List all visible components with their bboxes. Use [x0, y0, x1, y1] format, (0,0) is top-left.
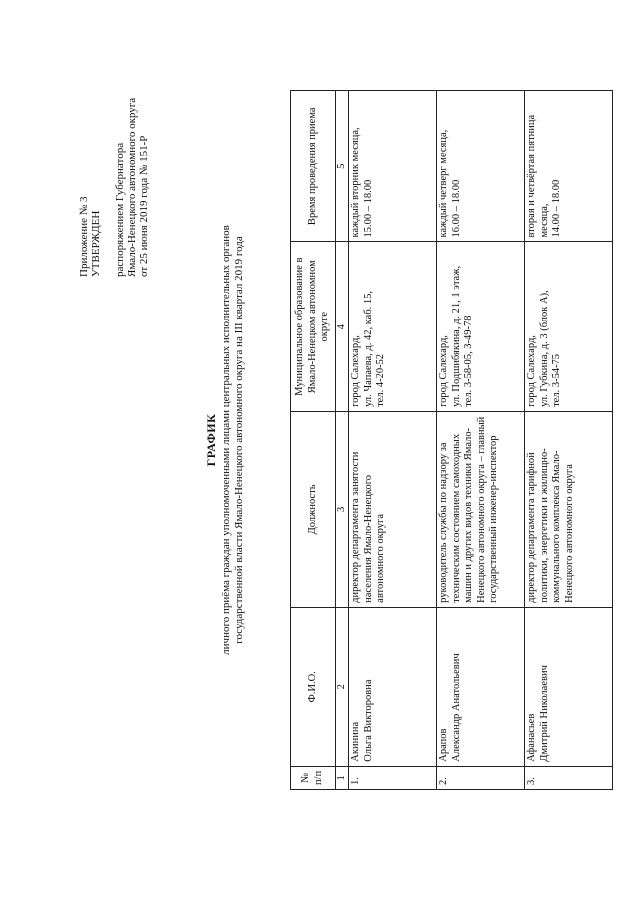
- person-surname: Арапов: [438, 728, 449, 762]
- approval-stamp: [78, 7, 150, 277]
- person-name: [349, 607, 437, 766]
- time-days: каждый четверг месяца,: [438, 129, 449, 238]
- title-heading: ГРАФИК: [204, 413, 218, 467]
- column-number-row: [335, 91, 349, 790]
- approved-label: УТВЕРЖДЕН: [90, 210, 102, 277]
- row-number: 3.: [525, 766, 613, 789]
- person-surname: Афанасьев: [526, 713, 537, 762]
- time-hours: месяца,: [538, 203, 550, 238]
- title-line-1: личного приёма граждан уполномоченными лицами центральных исполнительных органов: [220, 225, 232, 655]
- time-hours: 16.00 – 18.00: [450, 179, 462, 238]
- time-extra: 14.00 – 18.00: [551, 179, 562, 238]
- reception-address: [349, 242, 437, 411]
- address-phone: тел. 3-54-75: [551, 353, 562, 407]
- document-title: [205, 95, 246, 785]
- person-given-names: Александр Анатольевич: [450, 653, 462, 762]
- column-number: 1: [335, 766, 349, 789]
- approval-date: от 25 июня 2019 года № 151-Р: [138, 135, 150, 277]
- person-name: [525, 607, 613, 766]
- appendix-number: Приложение № 3: [78, 196, 90, 277]
- address-phone: тел. 3-58-05, 3-49-78: [463, 315, 474, 407]
- reception-time: [349, 91, 437, 242]
- address-street: ул. Подшибякина, д. 21, 1 этаж,: [450, 265, 462, 407]
- column-number: 2: [335, 607, 349, 766]
- person-surname: Акинина: [350, 721, 361, 762]
- address-city: город Салехард,: [350, 335, 361, 407]
- column-number: 4: [335, 242, 349, 411]
- person-name: [437, 607, 525, 766]
- row-number: 2.: [437, 766, 525, 789]
- header-time: Время проведения приема: [291, 91, 336, 242]
- header-num: № п/п: [291, 766, 336, 789]
- header-position: Должность: [291, 411, 336, 607]
- address-city: город Салехард,: [526, 335, 537, 407]
- table-header-row: [291, 91, 336, 790]
- column-number: 3: [335, 411, 349, 607]
- reception-time: [525, 91, 613, 242]
- header-municipality: Муниципальное образование в Ямало-Ненецком автономном округе: [291, 242, 336, 411]
- reception-address: [525, 242, 613, 411]
- table-row: [349, 91, 437, 790]
- title-line-2: государственной власти Ямало-Ненецкого автономного округа на III квартал 2019 года: [233, 236, 245, 644]
- table-row: [525, 91, 613, 790]
- reception-address: [437, 242, 525, 411]
- address-city: город Салехард,: [438, 335, 449, 407]
- person-given-names: Ольга Викторовна: [362, 679, 374, 762]
- address-street: ул. Чапаева, д. 42, каб. 15,: [362, 290, 374, 407]
- approval-authority: распоряжением Губернатора: [114, 142, 126, 277]
- address-street: ул. Губкина, д. 3 (блок А),: [538, 290, 550, 407]
- approval-region: Ямало-Ненецкого автономного округа: [126, 97, 138, 277]
- time-hours: 15.00 – 18.00: [362, 179, 374, 238]
- person-position: руководитель службы по надзору за техническим состоянием самоходных машин и других видов техники Ямало-Ненецкого автономного округа – главный государственный инженер-инспектор: [437, 411, 525, 607]
- time-days: вторая и четвёртая пятница: [526, 114, 537, 238]
- header-name: Ф.И.О.: [291, 607, 336, 766]
- person-position: директор департамента занятости населения Ямало-Ненецкого автономного округа: [349, 411, 437, 607]
- reception-time: [437, 91, 525, 242]
- column-number: 5: [335, 91, 349, 242]
- person-position: директор департамента тарифной политики, энергетики и жилищно-коммунального комплекса Ямало-Ненецкого автономного округа: [525, 411, 613, 607]
- address-phone: тел. 4-20-52: [375, 353, 386, 407]
- row-number: 1.: [349, 766, 437, 789]
- time-days: каждый вторник месяца,: [350, 127, 361, 238]
- person-given-names: Дмитрий Николаевич: [538, 665, 550, 762]
- reception-schedule-table: [290, 90, 613, 790]
- table-row: [437, 91, 525, 790]
